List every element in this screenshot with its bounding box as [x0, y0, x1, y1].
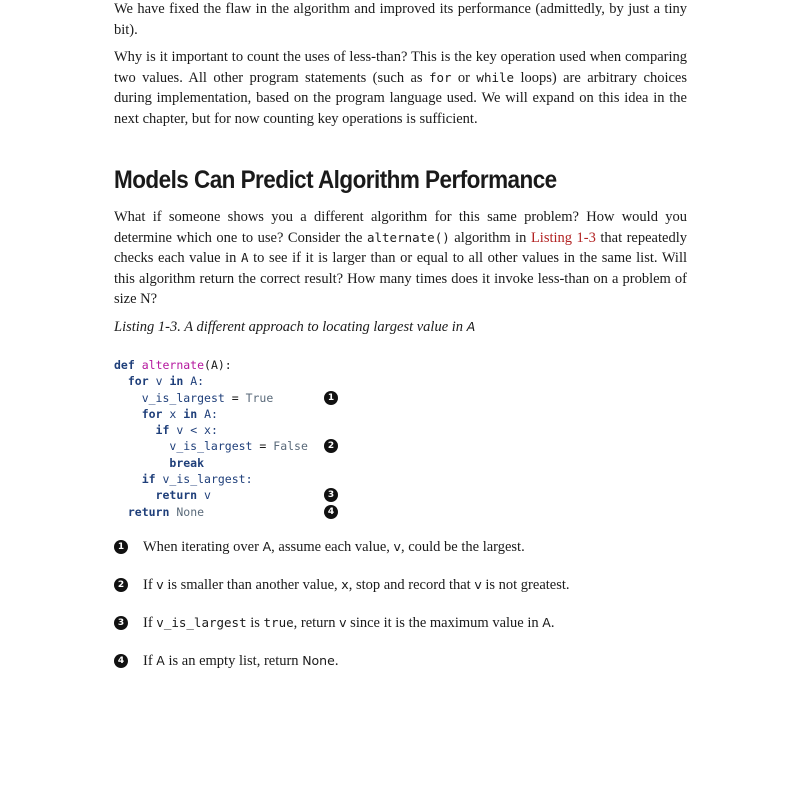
- paragraph-alternate: [114, 207, 687, 310]
- text-run: , stop and record that: [348, 577, 475, 593]
- keyword: return: [127, 504, 170, 519]
- code-var: v_is_largest: [169, 439, 253, 454]
- note-code: v: [393, 539, 401, 554]
- code-listing: [114, 357, 687, 520]
- code-text: (A):: [204, 358, 232, 372]
- text-run: .: [334, 653, 339, 669]
- keyword: return: [155, 488, 198, 503]
- paragraph-text: We have fixed the flaw in the algorithm and improved its performance (admittedly, by just a tiny bit).: [114, 1, 687, 38]
- callout-3-icon: 3: [324, 488, 338, 502]
- note-code: v: [156, 577, 164, 592]
- keyword: in: [183, 406, 198, 421]
- code-text: A:: [190, 374, 205, 389]
- code-line: [114, 487, 687, 503]
- text-run: is: [246, 615, 264, 631]
- note-text: [143, 575, 570, 595]
- note-text: [143, 537, 525, 557]
- callout-1-icon: 1: [324, 391, 338, 405]
- section-heading: Models Can Predict Algorithm Performance: [114, 166, 557, 194]
- note-text: [143, 651, 338, 671]
- text-run: since it is the maximum value in: [346, 615, 543, 631]
- code-text: v: [204, 488, 211, 503]
- text-run: , assume each value,: [271, 539, 394, 555]
- note-code: v: [339, 615, 347, 630]
- code-text: v < x:: [176, 423, 218, 438]
- code-line: [114, 390, 687, 406]
- caption-text: Listing 1-3. A different approach to locating largest value in: [114, 319, 467, 335]
- text-run: , could be the largest.: [400, 539, 525, 555]
- listing-caption: [114, 319, 475, 336]
- note-code: None: [302, 653, 335, 668]
- text-run: is an empty list, return: [164, 653, 303, 669]
- code-op: =: [224, 390, 246, 405]
- code-var: v_is_largest: [141, 390, 225, 405]
- note-code: v: [474, 577, 482, 592]
- callout-4-icon: 4: [114, 654, 128, 668]
- code-literal: False: [273, 439, 308, 454]
- listing-link[interactable]: Listing 1-3: [530, 229, 596, 246]
- text-run: or: [451, 69, 477, 86]
- note-code: A: [262, 539, 272, 554]
- code-op: =: [252, 439, 274, 454]
- text-run: Why is it important to count the uses of less-than? This is the key operation used when comparing two values. All other program statements (such as: [114, 49, 687, 86]
- callout-3-icon: 3: [114, 616, 128, 630]
- keyword: if: [141, 472, 156, 487]
- text-run: is smaller than another value,: [163, 577, 342, 593]
- function-name: alternate: [141, 358, 205, 372]
- text-run: What if someone shows you a different algorithm for this same problem? How would you determine which one to use? Consider the: [114, 209, 687, 246]
- code-text: v_is_largest:: [162, 472, 253, 487]
- inline-code-a: A: [241, 250, 249, 265]
- code-line: [114, 455, 687, 471]
- code-text: A:: [204, 406, 218, 421]
- text-run: loops) are arbitrary choices during implementation, based on the program language used. We will expand on this idea in the next chapter, but for now counting key operations is sufficient.: [114, 69, 687, 127]
- inline-code-for: for: [428, 69, 452, 85]
- code-line: [114, 438, 687, 454]
- code-line: [114, 373, 687, 389]
- text-run: algorithm in: [449, 229, 531, 246]
- code-literal: None: [176, 504, 205, 519]
- keyword: def: [114, 358, 135, 372]
- paragraph-fixed-flaw: [114, 0, 687, 40]
- code-var: x: [169, 406, 177, 421]
- keyword: if: [155, 423, 170, 438]
- text-run: to see if it is larger than or equal to all other values in the same list. Will this algorithm return the correct result? How many times does it invoke less-than on a problem of size N?: [114, 250, 688, 307]
- text-run: When iterating over: [143, 539, 263, 555]
- text-run: If: [143, 577, 157, 593]
- code-line: [114, 357, 687, 373]
- text-run: .: [550, 615, 555, 631]
- note-code: v_is_largest: [156, 615, 247, 630]
- text-run: If: [143, 653, 157, 669]
- note-code: A: [156, 653, 165, 668]
- callout-1-icon: 1: [114, 540, 128, 554]
- note-code: A: [542, 615, 551, 630]
- callout-4-icon: 4: [324, 505, 338, 519]
- keyword: in: [169, 374, 184, 389]
- code-line: [114, 422, 687, 438]
- text-run: is not greatest.: [481, 577, 570, 593]
- note-code: true: [263, 615, 294, 630]
- paragraph-less-than: [114, 47, 687, 129]
- caption-var: A: [466, 319, 476, 334]
- inline-code-while: while: [476, 69, 515, 85]
- code-line: [114, 471, 687, 487]
- note-text: [143, 613, 554, 633]
- inline-code-alternate: alternate(): [366, 229, 450, 245]
- callout-2-icon: 2: [324, 439, 338, 453]
- code-line: [114, 504, 687, 520]
- keyword: for: [127, 374, 149, 389]
- note-code: x: [341, 577, 349, 592]
- code-var: v: [155, 374, 163, 389]
- text-run: If: [143, 615, 157, 631]
- text-run: , return: [293, 615, 340, 631]
- keyword: break: [169, 455, 205, 470]
- text-run: that repeatedly checks each value in: [114, 229, 687, 266]
- code-literal: True: [245, 390, 274, 405]
- keyword: for: [141, 406, 163, 421]
- callout-2-icon: 2: [114, 578, 128, 592]
- code-line: [114, 406, 687, 422]
